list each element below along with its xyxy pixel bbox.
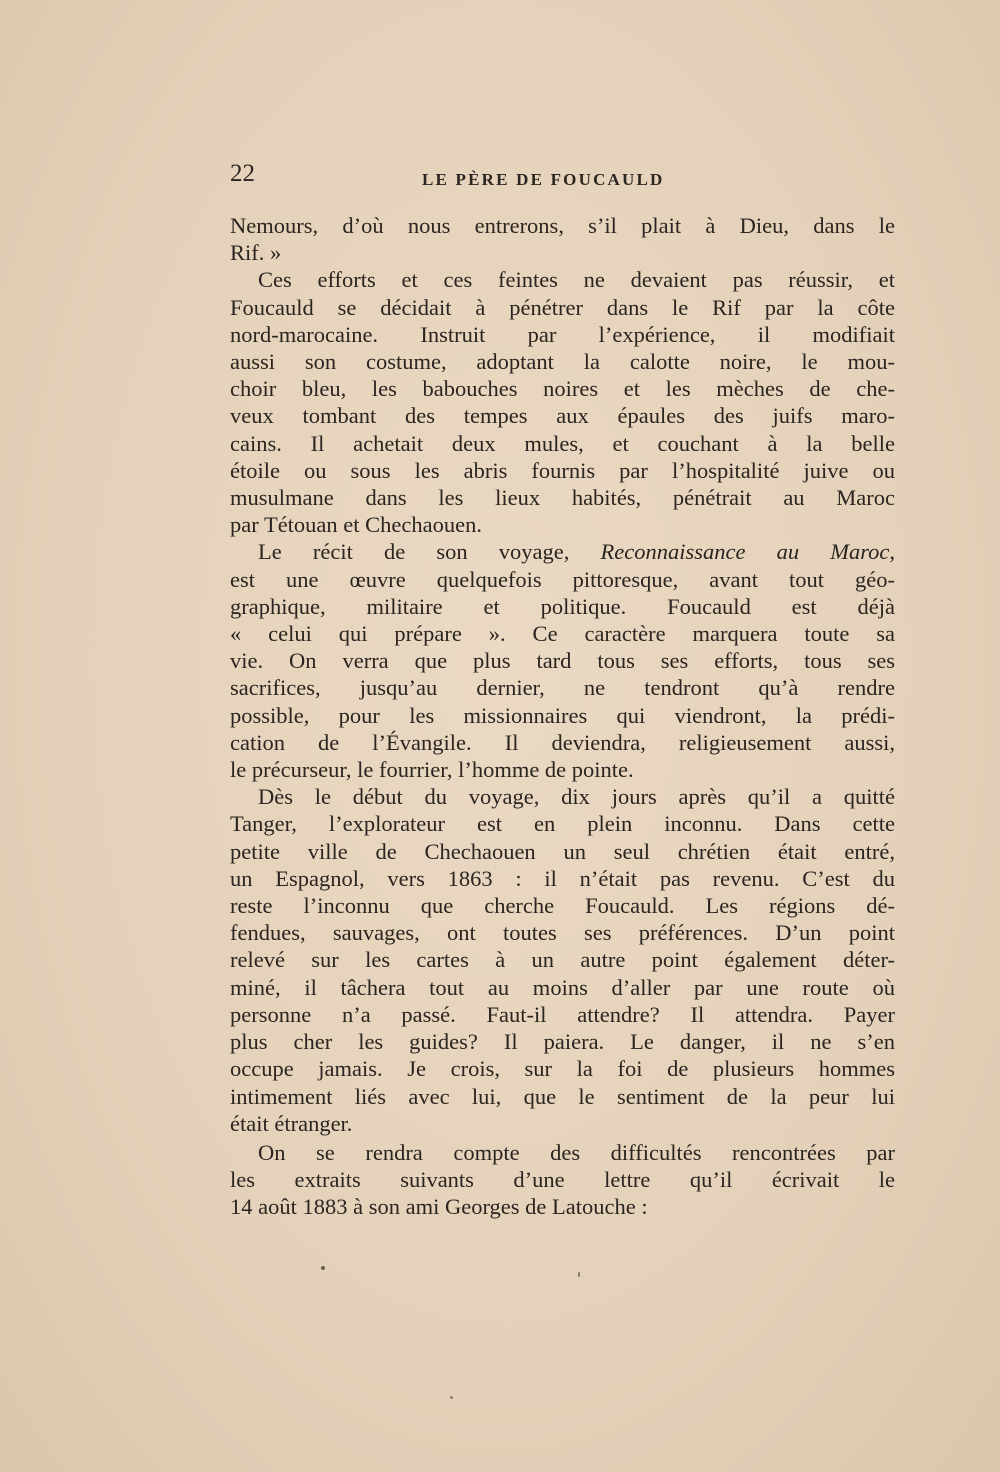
text-line: Tanger, l’explorateur est en plein inconnu. Dans cette xyxy=(230,811,895,837)
text-run: On se rendra compte des difficultés rencontrées par xyxy=(258,1139,895,1165)
text-line: personne n’a passé. Faut-il attendre? Il attendra. Payer xyxy=(230,1001,895,1027)
text-line xyxy=(230,538,895,565)
text-line: étoile ou sous les abris fournis par l’hospitalité juive ou xyxy=(230,457,895,483)
text-line: plus cher les guides? Il paiera. Le danger, il ne s’en xyxy=(230,1029,895,1055)
paper-speck xyxy=(321,1266,325,1270)
text-line: aussi son costume, adoptant la calotte noire, le mou- xyxy=(230,349,895,375)
text-line: choir bleu, les babouches noires et les mèches de che- xyxy=(230,376,895,402)
paragraph xyxy=(230,266,895,538)
text-line: un Espagnol, vers 1863 : il n’était pas revenu. C’est du xyxy=(230,865,895,891)
text-line: graphique, militaire et politique. Foucauld est déjà xyxy=(230,593,895,619)
text-line: le précurseur, le fourrier, l’homme de pointe. xyxy=(230,757,634,783)
text-line: vie. On verra que plus tard tous ses efforts, tous ses xyxy=(230,648,895,674)
text-line: Foucauld se décidait à pénétrer dans le Rif par la côte xyxy=(230,294,895,320)
text-line: fendues, sauvages, ont toutes ses préférences. D’un point xyxy=(230,920,895,946)
text-run: Dès le début du voyage, dix jours après qu’il a quitté xyxy=(258,784,895,810)
text-line xyxy=(230,783,895,810)
text-line: petite ville de Chechaouen un seul chrétien était entré, xyxy=(230,838,895,864)
text-line: possible, pour les missionnaires qui viendront, la prédi- xyxy=(230,702,895,728)
paper-speck xyxy=(578,1272,580,1277)
text-line: est une œuvre quelquefois pittoresque, avant tout géo- xyxy=(230,566,895,592)
text-line: cains. Il achetait deux mules, et couchant à la belle xyxy=(230,430,895,456)
page-header xyxy=(230,160,895,194)
text-line: nord-marocaine. Instruit par l’expérience, il modifiait xyxy=(230,321,895,347)
text-run: Le récit de son voyage, Reconnaissance au Maroc, xyxy=(258,539,895,565)
text-line: veux tombant des tempes aux épaules des juifs maro- xyxy=(230,403,895,429)
paragraph xyxy=(230,1139,895,1221)
text-line: occupe jamais. Je crois, sur la foi de plusieurs hommes xyxy=(230,1056,895,1082)
text-line: miné, il tâchera tout au moins d’aller par une route où xyxy=(230,974,895,1000)
text-line: était étranger. xyxy=(230,1110,353,1136)
body-text xyxy=(230,212,895,1221)
paragraph xyxy=(230,783,895,1137)
running-head: LE PÈRE DE FOUCAULD xyxy=(422,170,665,189)
text-line: « celui qui prépare ». Ce caractère marquera toute sa xyxy=(230,621,895,647)
text-line: 14 août 1883 à son ami Georges de Latouche : xyxy=(230,1194,648,1220)
paragraph xyxy=(230,538,895,783)
text-line: musulmane dans les lieux habités, pénétrait au Maroc xyxy=(230,485,895,511)
paper-speck xyxy=(450,1396,453,1399)
text-line: reste l’inconnu que cherche Foucauld. Les régions dé- xyxy=(230,893,895,919)
page-number: 22 xyxy=(230,160,255,187)
text-line xyxy=(230,1139,895,1166)
text-line: intimement liés avec lui, que le sentiment de la peur lui xyxy=(230,1083,895,1109)
text-line: cation de l’Évangile. Il deviendra, religieusement aussi, xyxy=(230,729,895,755)
book-title: Reconnaissance au Maroc xyxy=(600,539,890,565)
text-line: Rif. » xyxy=(230,240,282,266)
text-line: par Tétouan et Chechaouen. xyxy=(230,512,482,538)
paragraph xyxy=(230,212,895,266)
text-line: Ces efforts et ces feintes ne devaient pas réussir, et xyxy=(258,267,895,293)
text-line: sacrifices, jusqu’au dernier, ne tendront qu’à rendre xyxy=(230,675,895,701)
text-line: Nemours, d’où nous entrerons, s’il plait à Dieu, dans le xyxy=(230,213,895,238)
text-line: les extraits suivants d’une lettre qu’il écrivait le xyxy=(230,1167,895,1193)
text-line: relevé sur les cartes à un autre point également déter- xyxy=(230,947,895,973)
